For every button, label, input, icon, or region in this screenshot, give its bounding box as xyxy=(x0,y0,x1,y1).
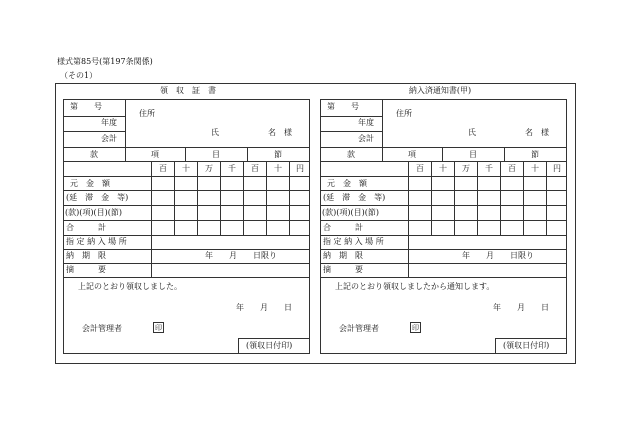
vertical-rule xyxy=(247,147,248,161)
receipt-digit: 百 xyxy=(251,164,259,173)
vertical-rule xyxy=(442,147,443,161)
horizontal-rule xyxy=(320,190,567,191)
receipt-moku: 目 xyxy=(212,150,220,159)
receipt-name-prefix: 氏 xyxy=(211,128,219,137)
notice-digit: 百 xyxy=(416,164,424,173)
horizontal-rule xyxy=(320,220,567,221)
receipt-digit: 万 xyxy=(205,164,213,173)
vertical-rule xyxy=(289,161,290,235)
horizontal-rule xyxy=(63,161,310,162)
notice-digit: 十 xyxy=(531,164,539,173)
vertical-rule xyxy=(197,161,198,235)
notice-row-principal: 元 金 額 xyxy=(327,179,367,188)
receipt-digit: 円 xyxy=(296,164,304,173)
notice-moku: 目 xyxy=(469,150,477,159)
receipt-address-label: 住所 xyxy=(139,109,155,118)
receipt-setsu: 節 xyxy=(274,150,282,159)
vertical-rule xyxy=(174,161,175,235)
notice-note: 上記のとおり領収しましたから通知します。 xyxy=(335,282,495,291)
vertical-rule xyxy=(504,147,505,161)
notice-name-prefix: 氏 xyxy=(468,128,476,137)
receipt-deadline-value: 年 月 日限り xyxy=(205,251,277,260)
receipt-date: 年 月 日 xyxy=(236,303,292,312)
horizontal-rule xyxy=(63,277,310,278)
notice-year-label: 年度 xyxy=(358,118,374,127)
vertical-rule xyxy=(431,161,432,235)
horizontal-rule xyxy=(320,263,567,264)
horizontal-rule xyxy=(320,147,567,148)
receipt-kou: 項 xyxy=(151,150,159,159)
horizontal-rule xyxy=(63,116,125,117)
vertical-rule xyxy=(382,147,383,161)
vertical-rule xyxy=(185,147,186,161)
vertical-rule xyxy=(220,161,221,235)
horizontal-rule xyxy=(238,338,310,339)
vertical-rule xyxy=(408,235,409,277)
notice-row-category: (款)(項)(目)(節) xyxy=(322,208,379,217)
receipt-row-remarks: 摘 要 xyxy=(66,265,106,274)
horizontal-rule xyxy=(320,277,567,278)
receipt-digit: 千 xyxy=(228,164,236,173)
receipt-officer: 会計管理者 xyxy=(82,324,122,333)
receipt-name-suffix: 名 様 xyxy=(268,128,292,137)
notice-title: 納入済通知書(甲) xyxy=(408,86,472,95)
horizontal-rule xyxy=(320,249,567,250)
notice-setsu: 節 xyxy=(531,150,539,159)
horizontal-rule xyxy=(63,263,310,264)
notice-kou: 項 xyxy=(408,150,416,159)
horizontal-rule xyxy=(495,338,567,339)
notice-account-label: 会計 xyxy=(358,134,374,143)
vertical-rule xyxy=(151,161,152,235)
vertical-rule xyxy=(266,161,267,235)
receipt-year-label: 年度 xyxy=(101,118,117,127)
receipt-row-category: (款)(項)(目)(節) xyxy=(65,208,122,217)
notice-no-label: 第 号 xyxy=(327,102,359,111)
vertical-rule xyxy=(243,161,244,235)
vertical-rule xyxy=(477,161,478,235)
receipt-row-late-fee: (延 滞 金 等) xyxy=(66,193,129,202)
notice-row-total: 合 計 xyxy=(323,223,363,232)
receipt-row-payment-place: 指 定 納 入 場 所 xyxy=(66,237,127,246)
vertical-rule xyxy=(382,99,383,147)
receipt-row-total: 合 計 xyxy=(66,223,106,232)
vertical-rule xyxy=(151,235,152,277)
notice-kan: 款 xyxy=(347,150,355,159)
horizontal-rule xyxy=(63,176,310,177)
vertical-rule xyxy=(500,161,501,235)
notice-name-suffix: 名 様 xyxy=(525,128,549,137)
vertical-rule xyxy=(125,147,126,161)
notice-digit: 百 xyxy=(508,164,516,173)
receipt-row-deadline: 納 期 限 xyxy=(66,251,106,260)
notice-seal: 印 xyxy=(412,324,419,332)
horizontal-rule xyxy=(320,161,567,162)
form-sub-number: （その1） xyxy=(60,71,98,80)
horizontal-rule xyxy=(320,205,567,206)
horizontal-rule xyxy=(320,176,567,177)
horizontal-rule xyxy=(63,235,310,236)
notice-row-payment-place: 指 定 納 入 場 所 xyxy=(323,237,384,246)
notice-row-remarks: 摘 要 xyxy=(323,265,363,274)
notice-date: 年 月 日 xyxy=(493,303,549,312)
vertical-rule xyxy=(523,161,524,235)
vertical-rule xyxy=(546,161,547,235)
receipt-kan: 款 xyxy=(90,150,98,159)
horizontal-rule xyxy=(63,205,310,206)
vertical-rule xyxy=(408,161,409,235)
horizontal-rule xyxy=(320,116,382,117)
notice-row-late-fee: (延 滞 金 等) xyxy=(323,193,386,202)
vertical-rule xyxy=(454,161,455,235)
notice-digit: 万 xyxy=(462,164,470,173)
form-number: 様式第85号(第197条関係) xyxy=(57,57,153,66)
notice-officer: 会計管理者 xyxy=(339,324,379,333)
receipt-account-label: 会計 xyxy=(101,134,117,143)
receipt-row-principal: 元 金 額 xyxy=(70,179,110,188)
receipt-digit: 百 xyxy=(159,164,167,173)
horizontal-rule xyxy=(63,190,310,191)
receipt-title: 領 収 証 書 xyxy=(160,86,216,95)
horizontal-rule xyxy=(320,235,567,236)
vertical-rule xyxy=(495,338,496,354)
notice-digit: 円 xyxy=(553,164,561,173)
receipt-no-label: 第 号 xyxy=(70,102,102,111)
horizontal-rule xyxy=(63,249,310,250)
vertical-rule xyxy=(238,338,239,354)
notice-address-label: 住所 xyxy=(396,109,412,118)
receipt-seal: 印 xyxy=(155,324,162,332)
notice-digit: 十 xyxy=(439,164,447,173)
vertical-rule xyxy=(125,99,126,147)
horizontal-rule xyxy=(63,131,125,132)
horizontal-rule xyxy=(63,220,310,221)
receipt-digit: 十 xyxy=(182,164,190,173)
horizontal-rule xyxy=(320,131,382,132)
horizontal-rule xyxy=(63,147,310,148)
notice-digit: 千 xyxy=(485,164,493,173)
receipt-note: 上記のとおり領収しました。 xyxy=(78,282,182,291)
notice-row-deadline: 納 期 限 xyxy=(323,251,363,260)
receipt-date-stamp: (領収日付印) xyxy=(246,341,293,350)
receipt-digit: 十 xyxy=(274,164,282,173)
notice-deadline-value: 年 月 日限り xyxy=(462,251,534,260)
notice-date-stamp: (領収日付印) xyxy=(503,341,550,350)
